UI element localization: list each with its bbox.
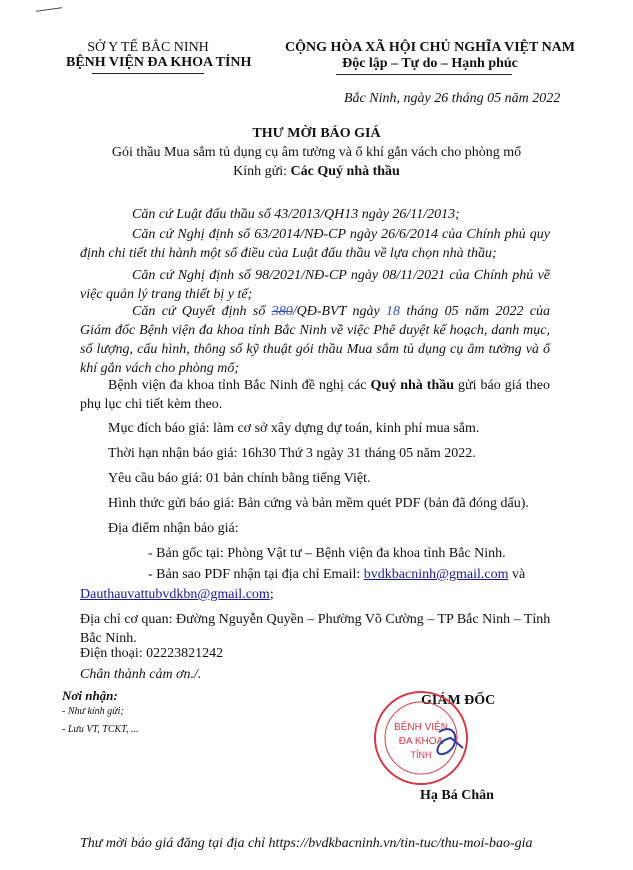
recipient-item: - Như kính gửi; <box>62 706 124 717</box>
address-line: Địa chỉ cơ quan: Đường Nguyễn Quyền – Phường Võ Cường – TP Bắc Ninh – Tỉnh <box>80 612 551 627</box>
request-part1: Bệnh viện đa khoa tỉnh Bắc Ninh đề nghị các <box>108 378 371 393</box>
seal-line: BỆNH VIỆN <box>394 722 448 733</box>
location-label: Địa điểm nhận báo giá: <box>108 521 239 536</box>
request-paragraph <box>80 376 550 414</box>
copy-location <box>148 567 525 583</box>
national-motto: Độc lập – Tự do – Hạnh phúc <box>342 56 518 71</box>
signer-name: Hạ Bá Chân <box>420 788 494 803</box>
document-title: THƯ MỜI BÁO GIÁ <box>252 126 381 141</box>
header-left-underline <box>92 73 204 74</box>
decision-number-handwritten: 380 <box>271 304 293 319</box>
seal-line: ĐA KHOA <box>398 736 444 747</box>
place-and-date: Bắc Ninh, ngày 26 tháng 05 năm 2022 <box>344 91 561 106</box>
decision-part2: /QĐ-BVT ngày <box>292 304 387 319</box>
copy-and: và <box>508 567 526 582</box>
copy-prefix: - Bản sao PDF nhận tại địa chỉ Email: <box>148 567 364 582</box>
phone-line: Điện thoại: 02223821242 <box>80 646 224 661</box>
addressee-line <box>0 164 633 180</box>
hospital-name: BỆNH VIỆN ĐA KHOA TỈNH <box>66 55 252 70</box>
recipient-item: - Lưu VT, TCKT, ... <box>62 724 139 735</box>
hospital-seal-stamp <box>371 688 471 788</box>
basis-decree-98: Căn cứ Nghị định số 98/2021/NĐ-CP ngày 08/11/2021 của Chính phủ về việc quản lý trang thiết bị y tế; <box>80 268 550 302</box>
format-line: Hình thức gửi báo giá: Bản cứng và bản mềm quét PDF (bản đã đóng dấu). <box>108 496 529 511</box>
recipients-label: Nơi nhận: <box>62 688 118 703</box>
deadline-line: Thời hạn nhận báo giá: 16h30 Thứ 3 ngày 31 tháng 05 năm 2022. <box>108 446 476 461</box>
original-location: - Bản gốc tại: Phòng Vật tư – Bệnh viện đa khoa tỉnh Bắc Ninh. <box>148 546 506 561</box>
request-part2: gửi báo giá theo phụ lục chi tiết kèm theo. <box>80 378 551 412</box>
email-secondary-link[interactable]: Dauthauvattubvdkbn@gmail.com <box>80 587 270 602</box>
email-primary-link[interactable]: bvdkbacninh@gmail.com <box>363 567 509 582</box>
country-name: CỘNG HÒA XÃ HỘI CHỦ NGHĨA VIỆT NAM <box>284 40 575 55</box>
corner-pen-mark <box>36 7 62 12</box>
addressee-prefix: Kính gửi: <box>233 164 291 179</box>
basis-decision <box>80 302 550 378</box>
purpose-line: Mục đích báo giá: làm cơ sở xây dựng dự toán, kinh phí mua sắm. <box>108 421 480 436</box>
signer-title: GIÁM ĐỐC <box>421 693 496 708</box>
addressee-name: Các Quý nhà thầu <box>290 164 400 179</box>
basis-decree-63: Căn cứ Nghị định số 63/2014/NĐ-CP ngày 26/6/2014 của Chính phủ quy định chi tiết thi hành một số điều của Luật đấu thầu về lựa chọn nhà thầu; <box>80 227 550 261</box>
decision-part3: tháng 05 năm 2022 của Giám đốc Bệnh viện đa khoa tỉnh Bắc Ninh về việc Phê duyệt kế hoạch, danh mục, số lượng, cấu hình, thông số kỹ thuật gói thầu Mua sắm tủ dụng cụ âm tường và ổ khí gắn vách cho phòng mổ; <box>80 304 551 376</box>
address-line-cont: Bắc Ninh. <box>80 631 137 646</box>
decision-day-handwritten: 18 <box>386 304 401 319</box>
copy-location-cont <box>80 587 274 603</box>
basis-law: Căn cứ Luật đấu thầu số 43/2013/QH13 ngày 26/11/2013; <box>132 207 460 222</box>
request-bold: Quý nhà thầu <box>370 378 455 393</box>
requirement-line: Yêu cầu báo giá: 01 bản chính bằng tiếng Việt. <box>108 471 371 486</box>
header-right-underline <box>336 74 512 75</box>
email-secondary-suffix: ; <box>269 587 274 602</box>
closing-thanks: Chân thành cảm ơn./. <box>80 667 202 682</box>
footer-note: Thư mời báo giá đăng tại địa chỉ https://bvdkbacninh.vn/tin-tuc/thu-moi-bao-gia <box>80 836 533 851</box>
seal-line: TỈNH <box>410 750 432 760</box>
package-name: Gói thầu Mua sắm tủ dụng cụ âm tường và ổ khí gắn vách cho phòng mổ <box>111 145 522 160</box>
decision-part1: Căn cứ Quyết định số <box>132 304 272 319</box>
ministry-name: SỞ Y TẾ BẮC NINH <box>87 40 209 55</box>
